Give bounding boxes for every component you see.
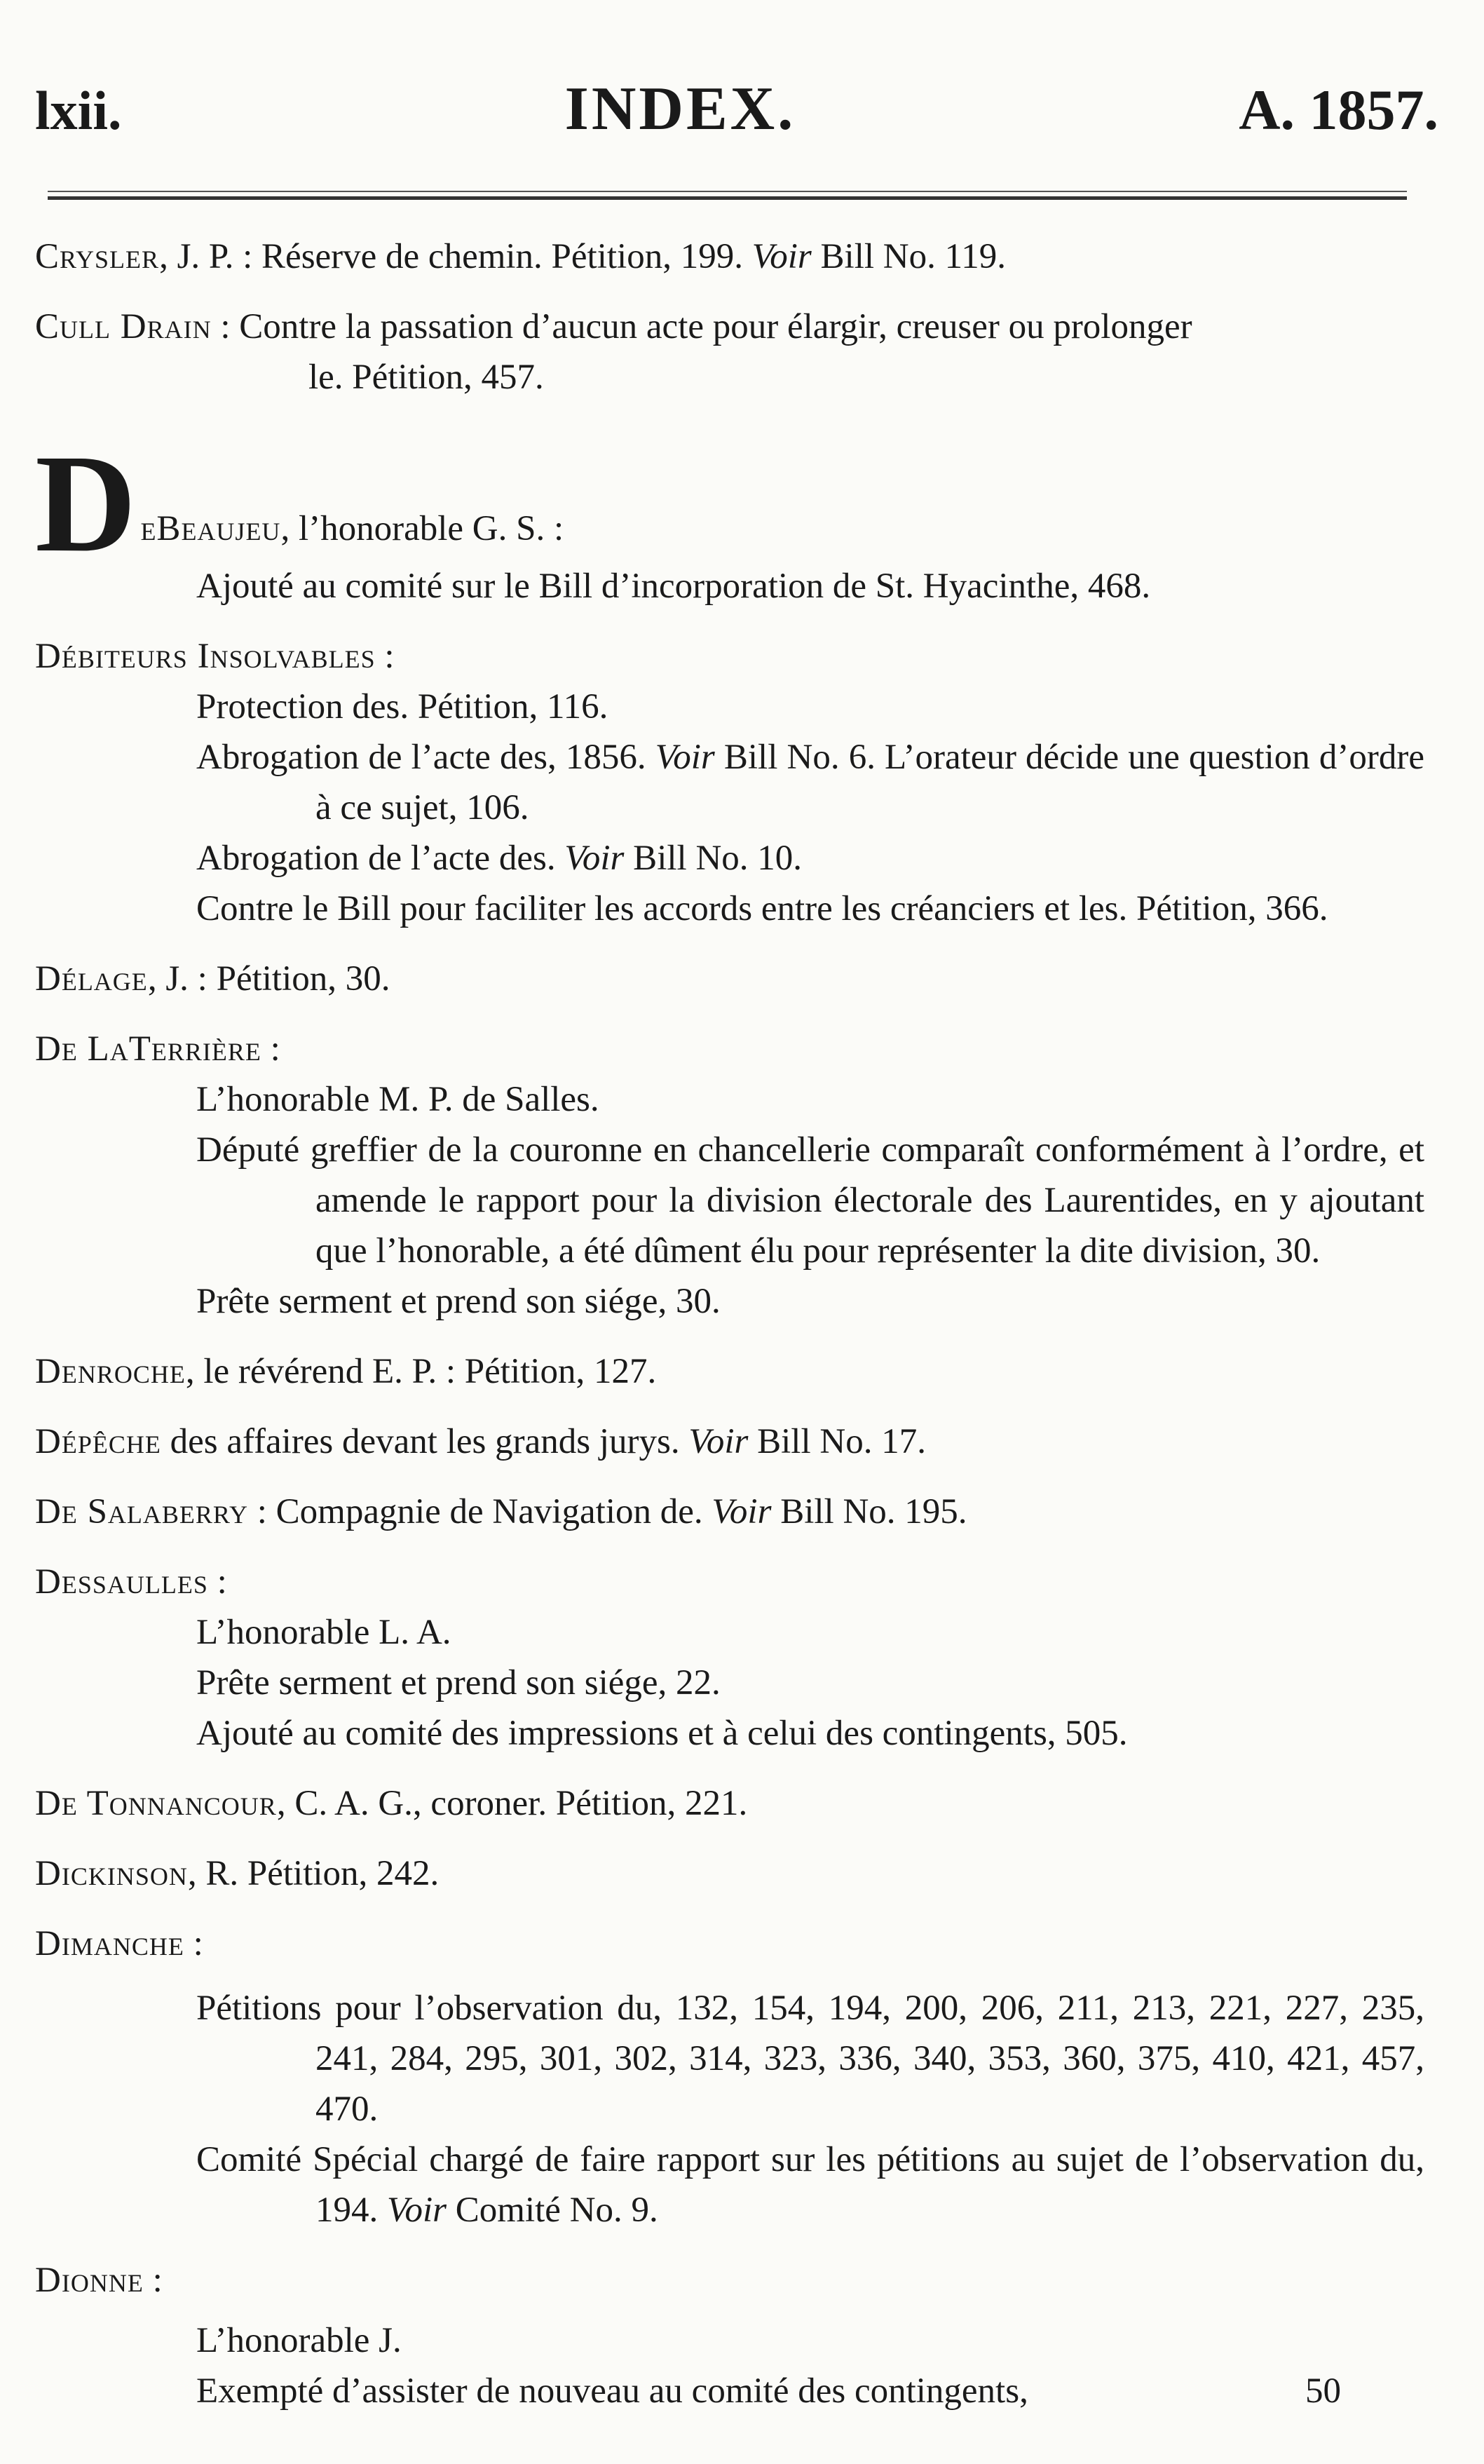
- entry-debiteurs-insolvables: [35, 631, 1424, 934]
- entry-delage: [35, 954, 1424, 1004]
- entry-name: De Tonnancour: [35, 1784, 277, 1823]
- entry-continuation: le. Pétition, 457.: [308, 358, 544, 397]
- voir-ref: Voir: [564, 839, 625, 878]
- entry-de-tonnancour: [35, 1778, 1424, 1829]
- entry-name: Dionne: [35, 2261, 144, 2300]
- header-rule-thick: [48, 196, 1407, 200]
- entry-debeaujeu: [35, 426, 1424, 611]
- voir-ref: Voir: [655, 738, 715, 777]
- sub-entry: [35, 732, 1424, 833]
- entry-name: Dessaulles: [35, 1562, 208, 1602]
- voir-ref: Voir: [688, 1422, 749, 1461]
- sub-entry: L’honorable L. A.: [196, 1613, 451, 1652]
- sub-entry: Protection des. Pétition, 116.: [196, 687, 608, 726]
- entry-dimanche: [35, 1918, 1424, 2235]
- entry-name: Cull Drain: [35, 307, 212, 346]
- sub-entry-text: Abrogation de l’acte des.: [196, 839, 565, 878]
- sub-entry-text: Bill No. 6. L’orateur décide une question d’ordre à ce sujet, 106.: [315, 738, 1425, 827]
- entry-depeche: [35, 1416, 1424, 1467]
- entry-dickinson: [35, 1848, 1424, 1899]
- entry-text: , l’honorable G. S. :: [280, 509, 564, 548]
- sub-entry: L’honorable M. P. de Salles.: [196, 1080, 599, 1119]
- entry-name: eBeaujeu: [140, 509, 281, 548]
- sub-entry: [35, 833, 1424, 884]
- entry-name: De Salaberry: [35, 1492, 248, 1531]
- entry-text: , J. : Pétition, 30.: [147, 959, 390, 999]
- sub-entry: Contre le Bill pour faciliter les accords entre les créanciers et les. Pétition, 366.: [196, 889, 1328, 928]
- sub-entry-text: Abrogation de l’acte des, 1856.: [196, 738, 655, 777]
- entry-dionne: [35, 2255, 1424, 2416]
- entry-denroche: [35, 1346, 1424, 1397]
- sub-entry-text: Comité No. 9.: [447, 2191, 658, 2230]
- voir-ref: Voir: [387, 2191, 447, 2230]
- sub-entry: Ajouté au comité des impressions et à celui des contingents, 505.: [196, 1714, 1128, 1753]
- entry-colon: :: [375, 637, 395, 676]
- entry-name: Denroche: [35, 1352, 186, 1391]
- sub-entry: L’honorable J.: [196, 2321, 402, 2360]
- page-year: A. 1857.: [1239, 78, 1438, 142]
- entry-colon: :: [184, 1924, 203, 1963]
- entry-name: Débiteurs Insolvables: [35, 637, 376, 676]
- entry-colon: :: [143, 2261, 163, 2300]
- entry-name: Crysler: [35, 237, 160, 276]
- sub-entry: Prête serment et prend son siége, 30.: [196, 1282, 721, 1321]
- page-title: INDEX.: [564, 75, 796, 143]
- page-header: [35, 74, 1438, 151]
- drop-cap: D: [35, 426, 137, 581]
- header-rule-thin: [48, 191, 1407, 192]
- entry-name: Délage: [35, 959, 148, 999]
- entry-text: , C. A. G., coroner. Pétition, 221.: [276, 1784, 748, 1823]
- sub-entry: Député greffier de la couronne en chancellerie comparaît conformément à l’ordre, et amende le rapport pour la division électorale des Laurentides, en y ajoutant que l’honorable, a été dûment élu pour représenter la dite division, 30.: [196, 1130, 1424, 1271]
- page-folio: lxii.: [35, 80, 122, 141]
- entry-text: , J. P. : Réserve de chemin. Pétition, 199.: [159, 237, 752, 276]
- entry-text: Bill No. 195.: [771, 1492, 967, 1531]
- index-body: [35, 231, 1424, 2436]
- sub-entry-text: Comité Spécial chargé de faire rapport sur les pétitions au sujet de l’observation du, 194.: [196, 2140, 1424, 2230]
- entry-name: Dickinson: [35, 1854, 188, 1893]
- sub-entry-text: Bill No. 10.: [624, 839, 803, 878]
- entry-name: De LaTerrière: [35, 1029, 261, 1069]
- sub-entry: Prête serment et prend son siége, 22.: [196, 1663, 721, 1703]
- entry-colon: :: [207, 1562, 227, 1602]
- entry-text: Bill No. 17.: [748, 1422, 926, 1461]
- entry-colon: :: [261, 1029, 280, 1069]
- sub-entry: Pétitions pour l’observation du, 132, 154, 194, 200, 206, 211, 213, 221, 227, 235, 241, 284, 295, 301, 302, 314, 323, 336, 340, 353, 360, 375, 410, 421, 457, 470.: [196, 1989, 1424, 2129]
- sub-entry: Ajouté au comité sur le Bill d’incorporation de St. Hyacinthe, 468.: [196, 567, 1151, 606]
- entry-de-laterriere: [35, 1024, 1424, 1327]
- entry-text: , le révérend E. P. : Pétition, 127.: [185, 1352, 657, 1391]
- voir-ref: Voir: [751, 237, 812, 276]
- entry-name: Dimanche: [35, 1924, 184, 1963]
- entry-dessaulles: [35, 1557, 1424, 1759]
- entry-cull-drain: [35, 302, 1424, 402]
- entry-de-salaberry: [35, 1487, 1424, 1537]
- entry-crysler: [35, 231, 1424, 282]
- entry-text: des affaires devant les grands jurys.: [161, 1422, 689, 1461]
- entry-text: : Compagnie de Navigation de.: [247, 1492, 712, 1531]
- sub-entry-text: Exempté d’assister de nouveau au comité des contingents,: [196, 2371, 1028, 2411]
- entry-text: : Contre la passation d’aucun acte pour élargir, creuser ou prolonger: [211, 307, 1192, 346]
- entry-name: Dépêche: [35, 1422, 161, 1461]
- entry-text: , R. Pétition, 242.: [187, 1854, 440, 1893]
- voir-ref: Voir: [712, 1492, 772, 1531]
- sub-entry: Exempté d’assister de nouveau au comité des contingents, 50: [35, 2366, 1424, 2416]
- entry-text: Bill No. 119.: [811, 237, 1006, 276]
- sub-entry: [35, 2134, 1424, 2235]
